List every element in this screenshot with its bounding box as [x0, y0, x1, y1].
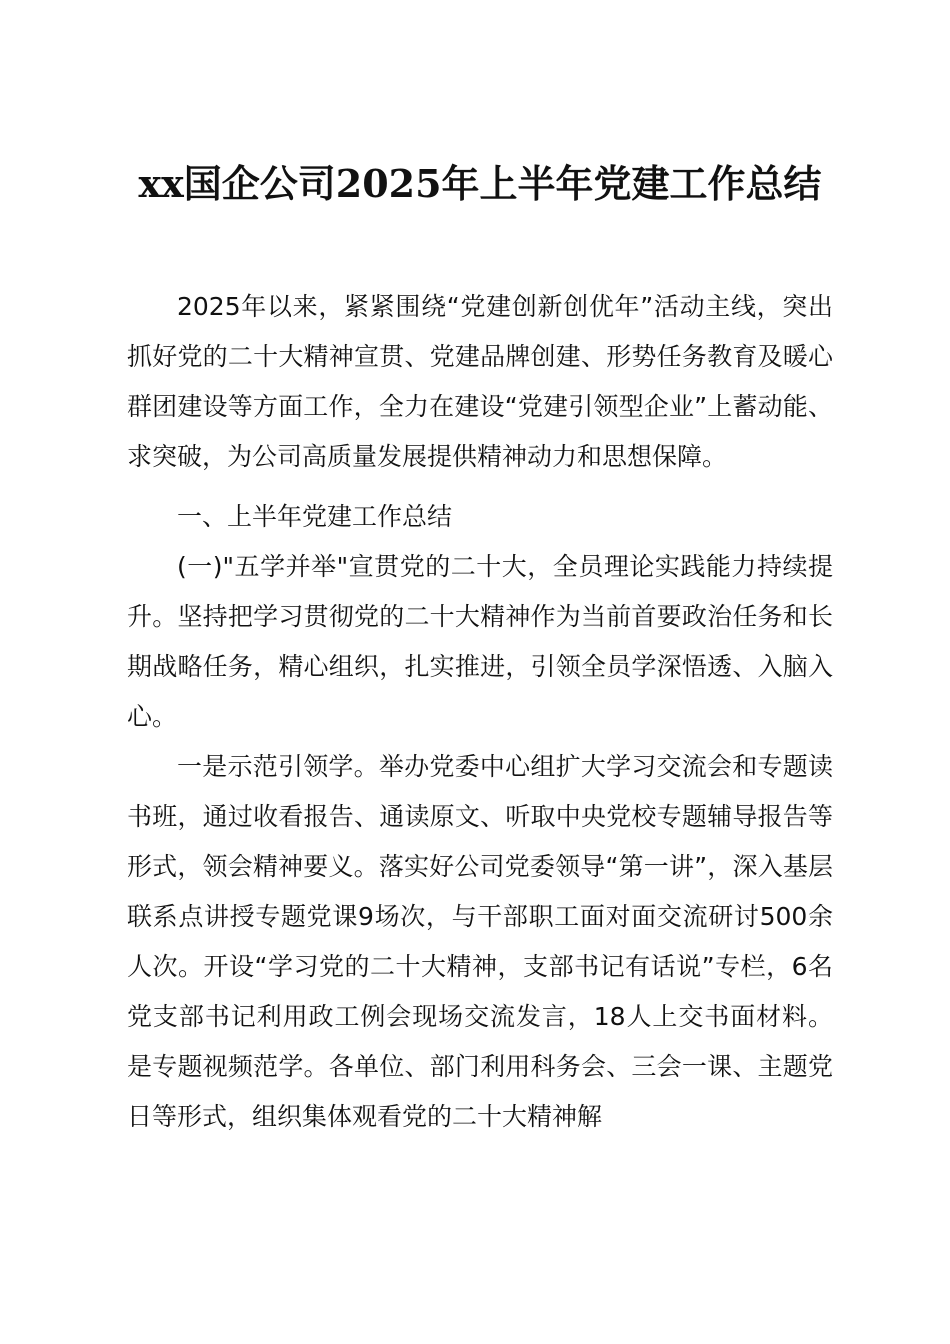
paragraph-item-1: 一是示范引领学。举办党委中心组扩大学习交流会和专题读书班，通过收看报告、通读原文、听取中央党校专题辅导报告等形式，领会精神要义。落实好公司党委领导“第一讲”，深入基层联系点讲授专题党课9场次，与干部职工面对面交流研讨500余人次。开设“学习党的二十大精神，支部书记有话说”专栏，6名党支部书记利用政工例会现场交流发言，18人上交书面材料。是专题视频范学。各单位、部门利用科务会、三会一课、主题党日等形式，组织集体观看党的二十大精神解 — [127, 752, 833, 1131]
paragraph-intro: 2025年以来，紧紧围绕“党建创新创优年”活动主线，突出抓好党的二十大精神宣贯、党建品牌创建、形势任务教育及暖心群团建设等方面工作，全力在建设“党建引领型企业”上蓄动能、求突破，为公司高质量发展提供精神动力和思想保障。 — [127, 292, 833, 471]
document-title: xx国企公司2025年上半年党建工作总结 — [138, 161, 822, 206]
document-body — [127, 282, 833, 1142]
section-heading: 一、上半年党建工作总结 — [177, 502, 453, 531]
paragraph-subsection-1: (一)"五学并举"宣贯党的二十大，全员理论实践能力持续提升。坚持把学习贯彻党的二十大精神作为当前首要政治任务和长期战略任务，精心组织，扎实推进，引领全员学深悟透、入脑入心。 — [127, 552, 833, 731]
